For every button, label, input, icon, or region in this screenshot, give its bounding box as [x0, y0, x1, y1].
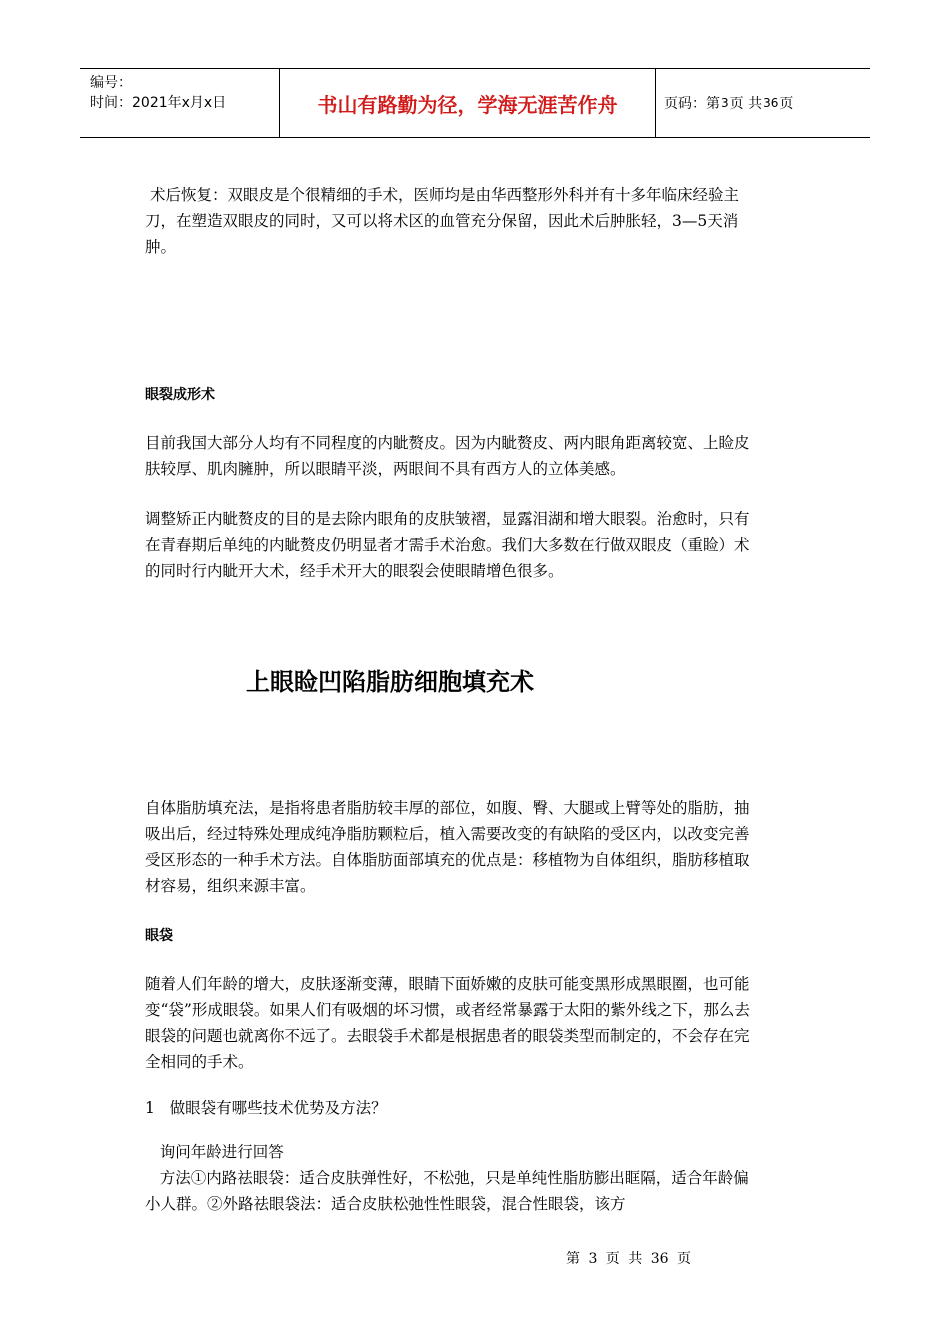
page-total: 36 — [763, 96, 779, 110]
recovery-paragraph: 术后恢复：双眼皮是个很精细的手术，医师均是由华西整形外科并有十多年临床经验主刀，在塑造双眼皮的同时，又可以将术区的血管充分保留，因此术后肿胀轻，3—5天消肿。 — [145, 186, 739, 256]
page-current: 3 — [721, 96, 729, 110]
page-suffix: 页 — [779, 96, 794, 112]
header-motto-cell — [280, 69, 656, 137]
canthoplasty-paragraph-2: 调整矫正内眦赘皮的目的是去除内眼角的皮肤皱褶，显露泪湖和增大眼裂。治愈时，只有在青春期后单纯的内眦赘皮仍明显者才需手术治愈。我们大多数在行做双眼皮（重睑）术的同时行内眦开大术，经手术开大的眼裂会使眼睛增色很多。 — [145, 510, 750, 580]
document-number-label: 编号： — [90, 75, 132, 91]
page-footer: 第 3 页 共 36 页 — [566, 1251, 691, 1267]
document-body — [145, 182, 757, 1217]
page-prefix: 页码：第 — [664, 96, 720, 112]
header-page-cell — [656, 69, 870, 137]
eyebag-question: 1 做眼袋有哪些技术优势及方法？ — [145, 1099, 387, 1117]
eyebag-heading: 眼袋 — [145, 928, 173, 944]
canthoplasty-paragraph-1: 目前我国大部分人均有不同程度的内眦赘皮。因为内眦赘皮、两内眼角距离较宽、上睑皮肤较厚、肌肉臃肿，所以眼睛平淡，两眼间不具有西方人的立体美感。 — [145, 434, 750, 478]
canthoplasty-heading: 眼裂成形术 — [145, 387, 215, 403]
header-meta-cell — [80, 69, 280, 137]
header-motto: 书山有路勤为径，学海无涯苦作舟 — [317, 92, 618, 117]
fat-transfer-heading: 上眼睑凹陷脂肪细胞填充术 — [246, 668, 534, 696]
document-time-label: 时间：2021年x月x日 — [90, 95, 227, 111]
page-mid: 页 共 — [729, 96, 763, 112]
fat-transfer-paragraph: 自体脂肪填充法，是指将患者脂肪较丰厚的部位，如腹、臀、大腿或上臂等处的脂肪，抽吸出后，经过特殊处理成纯净脂肪颗粒后，植入需要改变的有缺陷的受区内，以改变完善受区形态的一种手术方法。自体脂肪面部填充的优点是：移植物为自体组织，脂肪移植取材容易，组织来源丰富。 — [145, 799, 750, 895]
eyebag-paragraph: 随着人们年龄的增大，皮肤逐渐变薄，眼睛下面娇嫩的皮肤可能变黑形成黑眼圈，也可能变“袋”形成眼袋。如果人们有吸烟的坏习惯，或者经常暴露于太阳的紫外线之下，那么去眼袋的问题也就离你不远了。去眼袋手术都是根据患者的眼袋类型而制定的，不会存在完全相同的手术。 — [145, 975, 750, 1071]
eyebag-answer-intro: 询问年龄进行回答 — [145, 1143, 284, 1161]
eyebag-answer-methods: 方法①内路祛眼袋：适合皮肤弹性好，不松弛，只是单纯性脂肪膨出眶隔，适合年龄偏小人群。②外路祛眼袋法：适合皮肤松弛性性眼袋，混合性眼袋，该方 — [145, 1169, 749, 1213]
document-header — [80, 68, 870, 138]
